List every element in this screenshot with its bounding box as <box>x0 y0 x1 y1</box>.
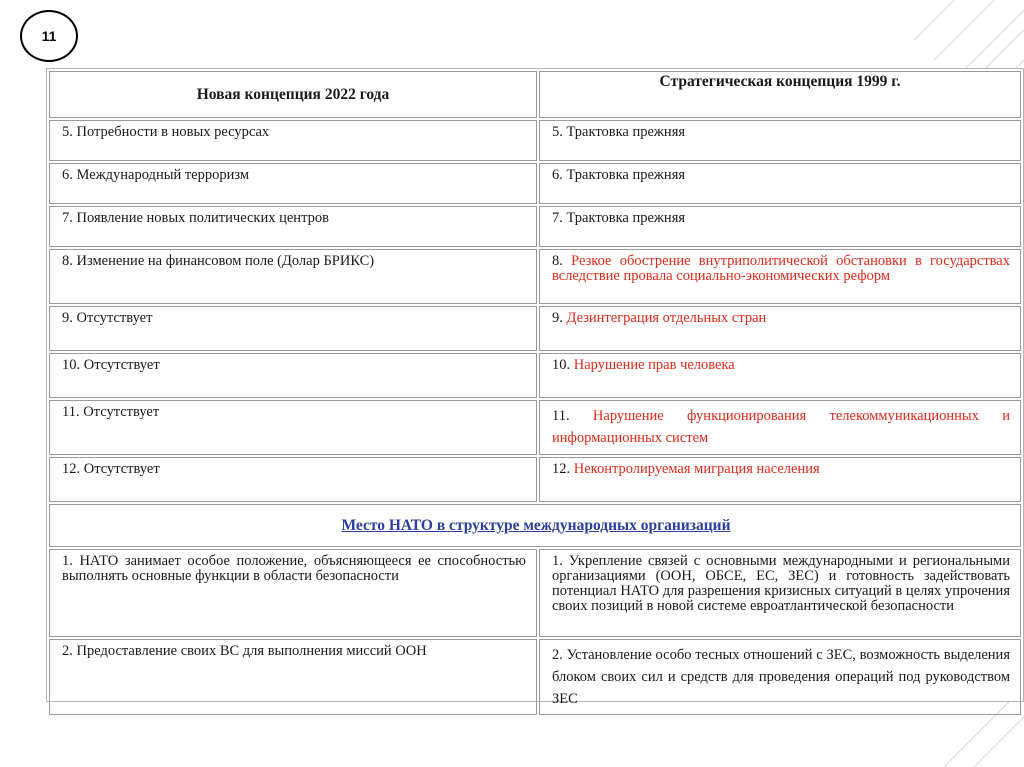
row-left-cell: 8. Изменение на финансовом поле (Долар БРИКС) <box>49 249 537 304</box>
row-left-cell: 12. Отсутствует <box>49 457 537 502</box>
comparison-table <box>47 69 1023 717</box>
row-right-cell: 1. Укрепление связей с основными международными и региональными организациями (ООН, ОБСЕ, ЕС, ЗЕС) и готовность задействовать потенциал НАТО для разрешения кризисных ситуаций в целях упрочения своих позиций в новой системе евроатлантической безопасности <box>539 549 1021 637</box>
table-row <box>49 120 1021 161</box>
row-left-cell: 6. Международный терроризм <box>49 163 537 204</box>
table-row <box>49 306 1021 351</box>
row-left-cell: 5. Потребности в новых ресурсах <box>49 120 537 161</box>
row-left-cell: 1. НАТО занимает особое положение, объясняющееся ее способностью выполнять основные функции в области безопасности <box>49 549 537 637</box>
table-row <box>49 163 1021 204</box>
row-left-cell: 7. Появление новых политических центров <box>49 206 537 247</box>
table-row <box>49 549 1021 637</box>
row-left-cell: 9. Отсутствует <box>49 306 537 351</box>
row-right-cell: 8. Резкое обострение внутриполитической обстановки в государствах вследствие провала социально-экономических реформ <box>539 249 1021 304</box>
row-right-cell: 7. Трактовка прежняя <box>539 206 1021 247</box>
page-number-badge: 11 <box>20 10 78 62</box>
row-right-cell: 9. Дезинтеграция отдельных стран <box>539 306 1021 351</box>
table-row <box>49 639 1021 715</box>
row-right-cell: 5. Трактовка прежняя <box>539 120 1021 161</box>
section-title-row <box>49 504 1021 547</box>
section-title-cell <box>49 504 1021 547</box>
row-left-cell: 11. Отсутствует <box>49 400 537 455</box>
highlight-text: Дезинтеграция отдельных стран <box>566 310 767 326</box>
section-title: Место НАТО в структуре международных организаций <box>341 517 731 534</box>
table-row <box>49 353 1021 398</box>
table-row <box>49 400 1021 455</box>
row-right-cell: 10. Нарушение прав человека <box>539 353 1021 398</box>
highlight-text: Неконтролируемая миграция населения <box>573 461 820 477</box>
header-new-concept: Новая концепция 2022 года <box>49 71 537 118</box>
table-row <box>49 206 1021 247</box>
row-right-cell: 2. Установление особо тесных отношений с ЗЕС, возможность выделения блоком своих сил и средств для проведения операций под руководством ЗЕС <box>539 639 1021 715</box>
row-left-cell: 10. Отсутствует <box>49 353 537 398</box>
table-header-row <box>49 71 1021 118</box>
table-row <box>49 249 1021 304</box>
row-left-cell: 2. Предоставление своих ВС для выполнения миссий ООН <box>49 639 537 715</box>
row-right-cell: 11. Нарушение функционирования телекоммуникационных и информационных систем <box>539 400 1021 455</box>
highlight-text: Нарушение функционирования телекоммуникационных и информационных систем <box>552 408 1010 446</box>
comparison-table-frame <box>46 68 1024 707</box>
row-right-cell: 6. Трактовка прежняя <box>539 163 1021 204</box>
header-strategic-concept: Стратегическая концепция 1999 г. <box>539 71 1021 118</box>
highlight-text: Нарушение прав человека <box>573 357 735 373</box>
row-right-cell: 12. Неконтролируемая миграция населения <box>539 457 1021 502</box>
highlight-text: Резкое обострение внутриполитической обстановки в государствах вследствие провала социально-экономических реформ <box>552 253 1010 284</box>
table-row <box>49 457 1021 502</box>
